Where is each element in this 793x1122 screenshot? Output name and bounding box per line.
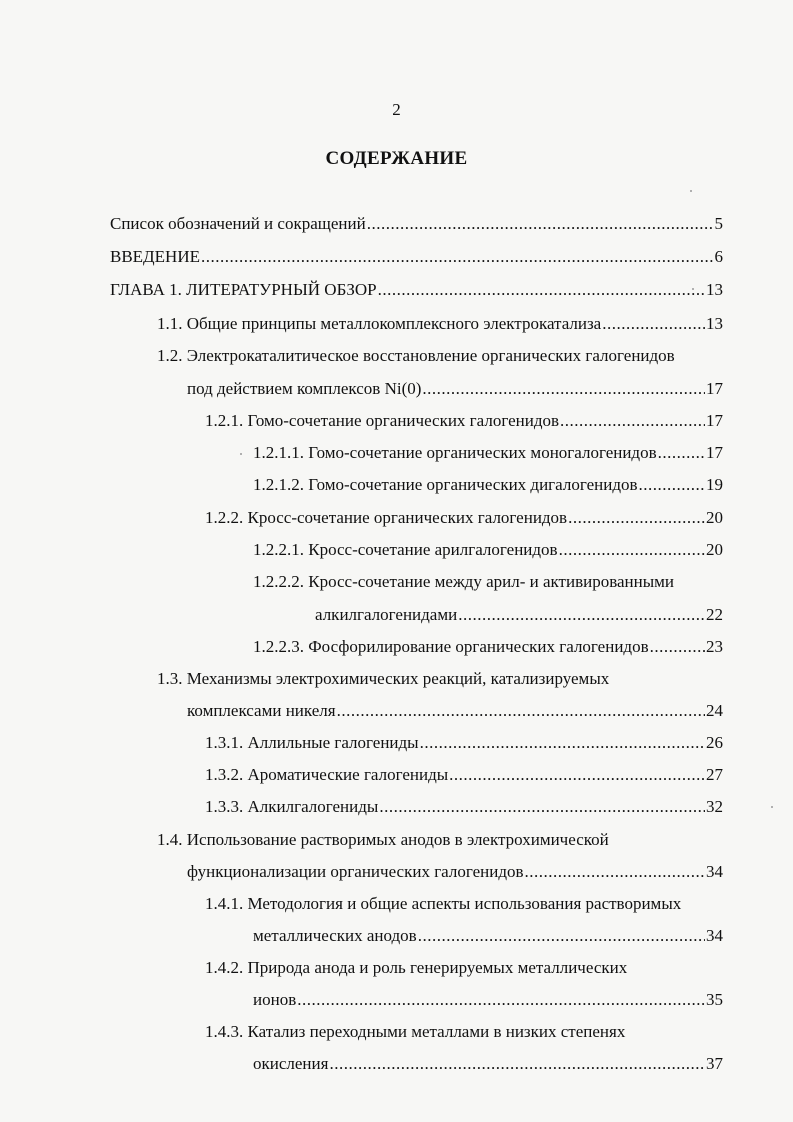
toc-entry: 1.2.1. Гомо-сочетание органических галогенидов ..... 17 [205,409,723,433]
page-title: СОДЕРЖАНИЕ [325,148,468,169]
toc-entry: 1.2.2.3. Фосфорилирование органических галогенидов ..... 23 [253,635,723,659]
toc-entry: 1.4. Использование растворимых анодов в электрохимической [157,830,609,849]
toc-entry: 1.2. Электрокаталитическое восстановление органических галогенидов [157,346,675,365]
toc-entry: ГЛАВА 1. ЛИТЕРАТУРНЫЙ ОБЗОР ..... 13 [110,278,723,302]
toc-entry: ионов ..... 35 [253,988,723,1012]
toc-entry: 1.3.1. Аллильные галогениды ..... 26 [205,731,723,755]
toc-entry: Список обозначений и сокращений ..... 5 [110,212,723,236]
toc-entry: окисления ..... 37 [253,1052,723,1076]
toc-entry: 1.2.1.2. Гомо-сочетание органических дигалогенидов ..... 19 [253,473,723,497]
page-number: 2 [392,100,401,119]
toc-entry: 1.4.3. Катализ переходными металлами в низких степенях [205,1022,626,1041]
toc-entry: алкилгалогенидами ..... 22 [315,603,723,627]
toc-entry: ВВЕДЕНИЕ ..... 6 [110,245,723,269]
toc-entry: 1.4.1. Методология и общие аспекты использования растворимых [205,894,682,913]
toc-entry: 1.2.1.1. Гомо-сочетание органических моногалогенидов ..... 17 [253,441,723,465]
toc-entry: 1.3.3. Алкилгалогениды ..... 32 [205,795,723,819]
toc-entry: 1.2.2.1. Кросс-сочетание арилгалогенидов ..... 20 [253,538,723,562]
toc-entry: под действием комплексов Ni(0) ..... 17 [187,377,723,401]
toc-entry: 1.2.2. Кросс-сочетание органических галогенидов ..... 20 [205,506,723,530]
toc-entry: 1.3. Механизмы электрохимических реакций, катализируемых [157,669,610,688]
toc-entry: 1.1. Общие принципы металлокомплексного электрокатализа ..... 13 [157,312,723,336]
toc-entry: функционализации органических галогенидов ..... 34 [187,860,723,884]
toc-entry: 1.2.2.2. Кросс-сочетание между арил- и активированными [253,572,675,591]
toc-entry: 1.3.2. Ароматические галогениды ..... 27 [205,763,723,787]
toc-entry: 1.4.2. Природа анода и роль генерируемых металлических [205,958,628,977]
toc-entry: комплексами никеля ..... 24 [187,699,723,723]
toc-entry: металлических анодов ..... 34 [253,924,723,948]
